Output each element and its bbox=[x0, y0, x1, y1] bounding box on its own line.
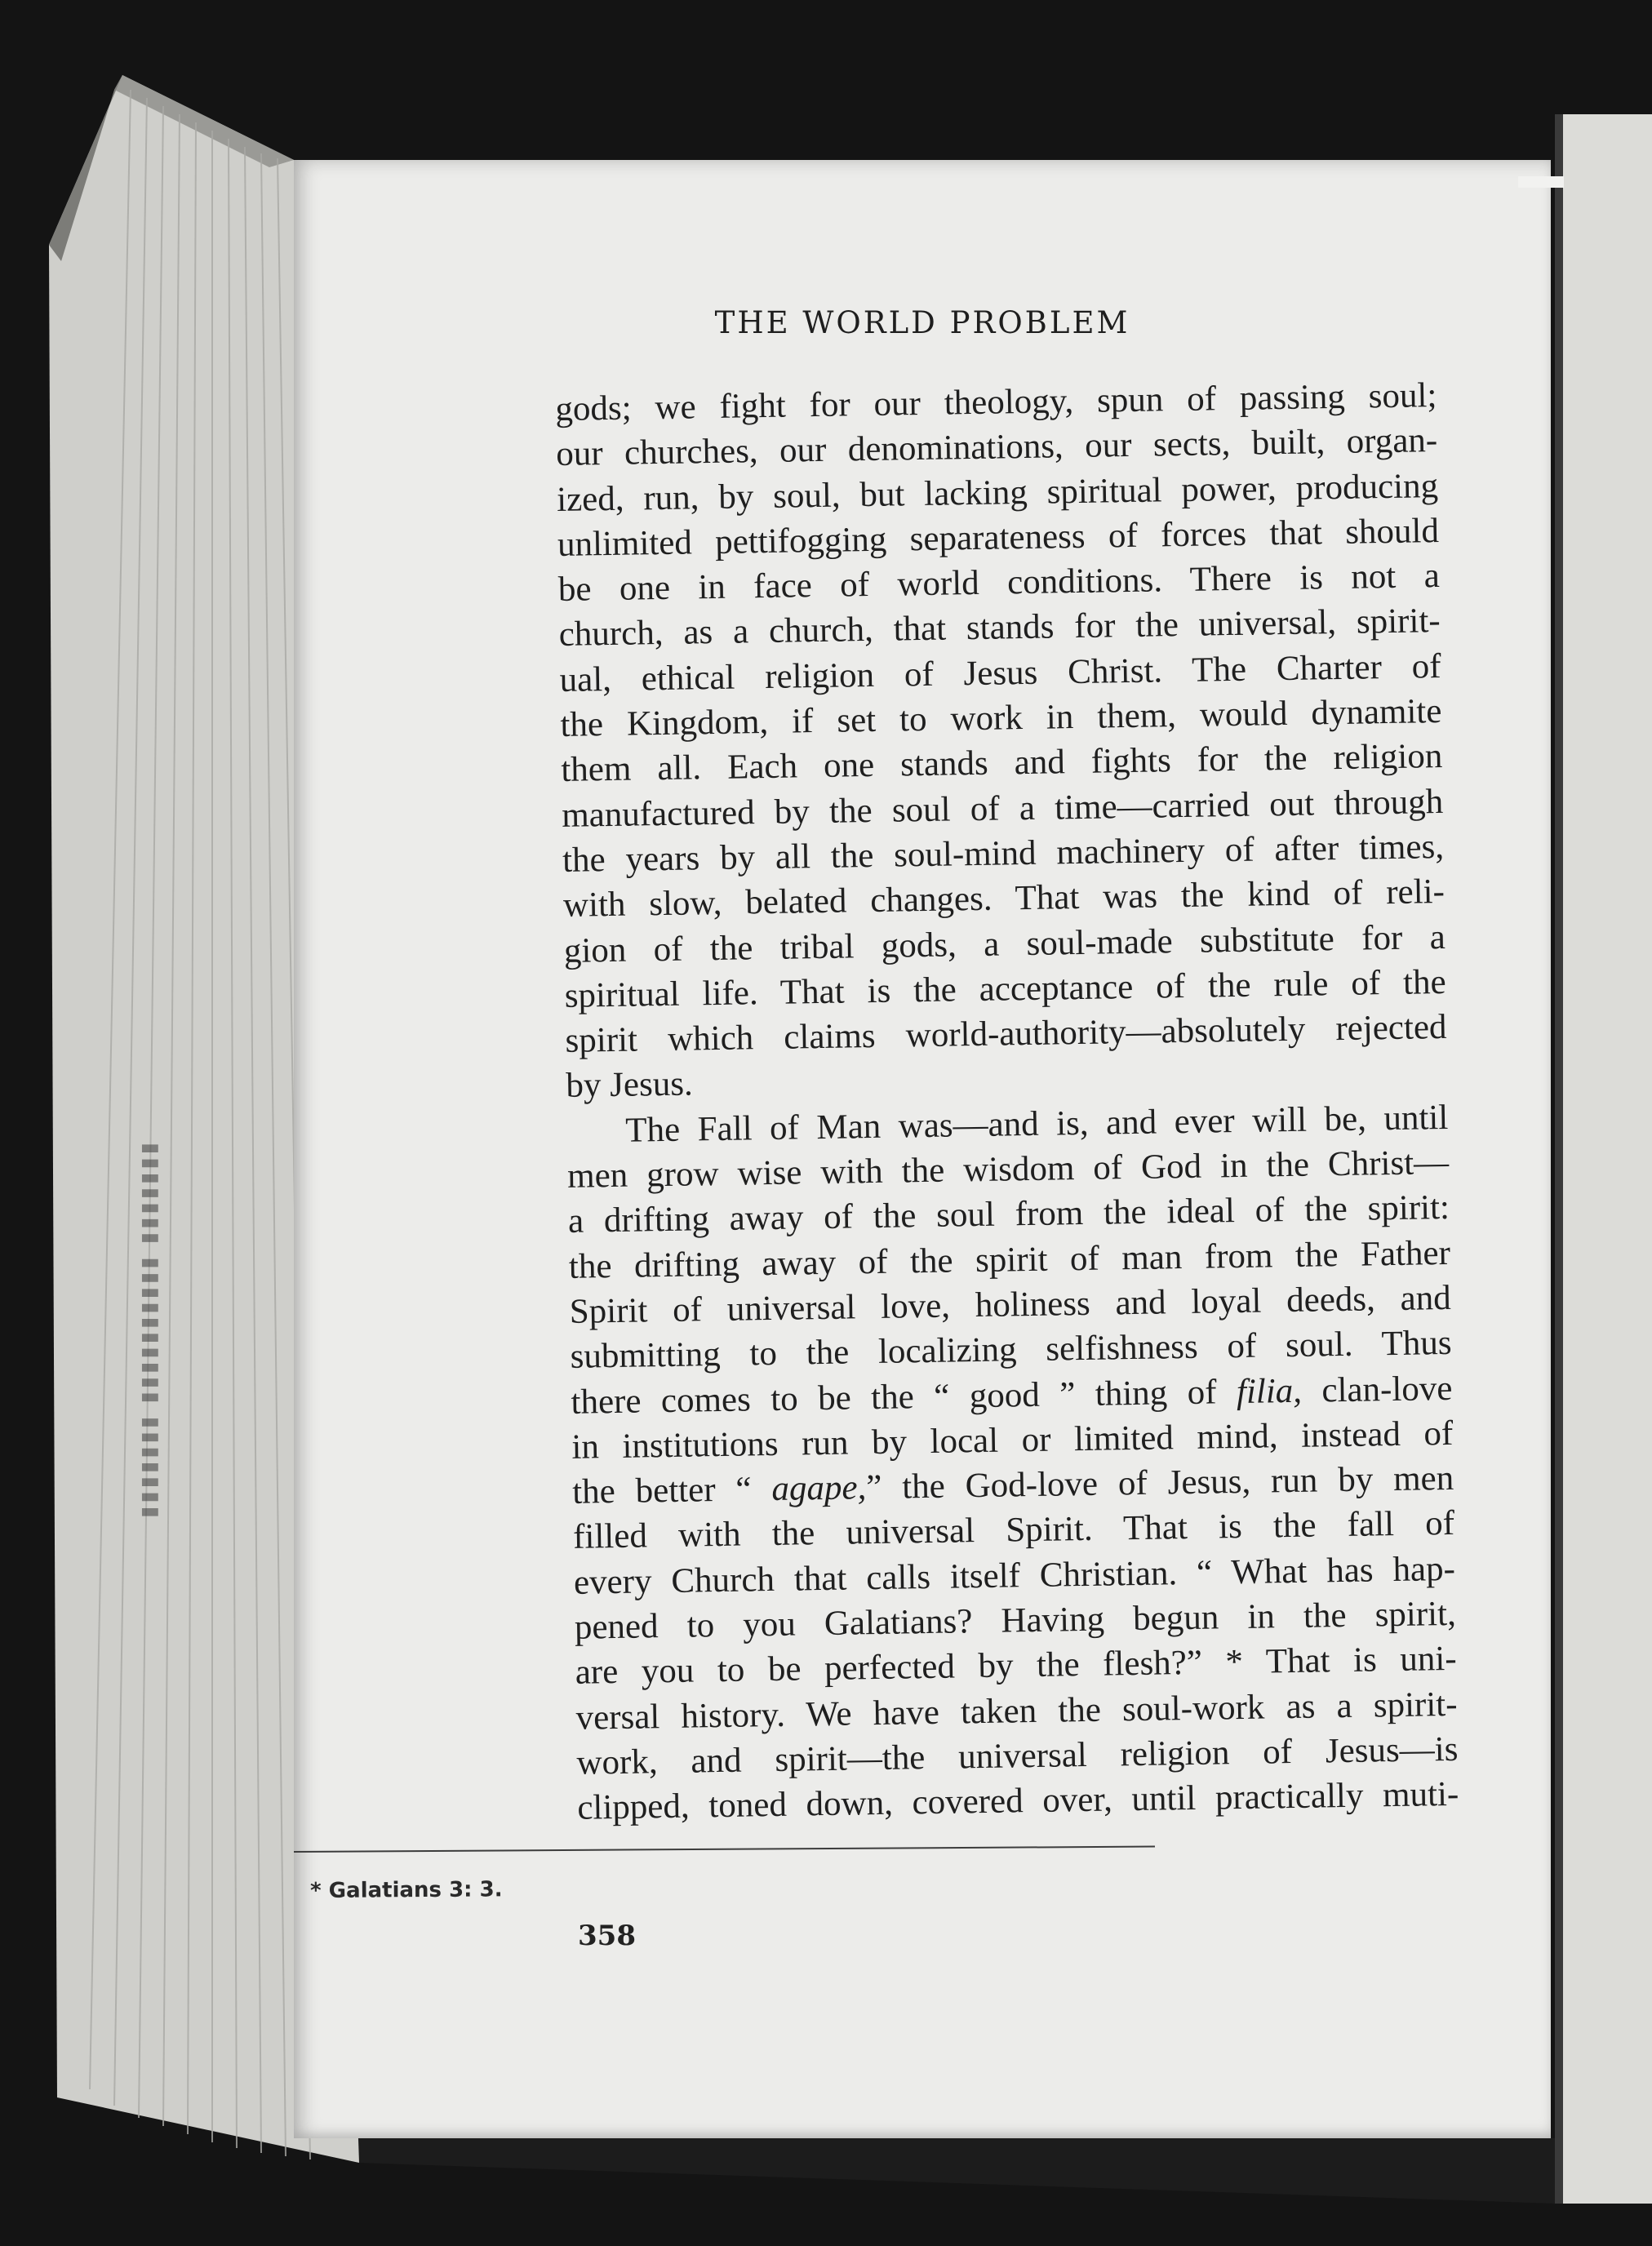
text-line: manufactured by the soul of a time—carried out through bbox=[561, 782, 1444, 835]
page-body-text bbox=[555, 373, 1459, 1831]
text-line: a drifting away of the soul from the ideal of the spirit: bbox=[567, 1188, 1450, 1241]
text-line: the Kingdom, if set to work in them, would dynamite bbox=[560, 692, 1442, 745]
text-line: the drifting away of the spirit of man from the Father bbox=[568, 1233, 1451, 1286]
text-line: gods; we fight for our theology, spun of passing soul; bbox=[555, 376, 1437, 428]
text-line: The Fall of Man was—and is, and ever will be, until bbox=[624, 1098, 1449, 1150]
text-line: there comes to be the “ good ” thing of filia, clan-love bbox=[571, 1369, 1453, 1422]
text-line: gion of the tribal gods, a soul-made substitute for a bbox=[563, 917, 1446, 970]
text-line: Spirit of universal love, holiness and loyal deeds, and bbox=[569, 1278, 1452, 1331]
text-line: filled with the universal Spirit. That is the fall of bbox=[572, 1504, 1455, 1557]
running-head: THE WORLD PROBLEM bbox=[714, 305, 1130, 340]
text-line: submitting to the localizing selfishness of soul. Thus bbox=[570, 1324, 1452, 1377]
text-line: with slow, belated changes. That was the kind of reli- bbox=[562, 872, 1446, 925]
text-line: our churches, our denominations, our sects, built, organ- bbox=[555, 421, 1438, 474]
facing-page-edge bbox=[1555, 114, 1652, 2204]
text-line: the better “ agape,” the God-love of Jesus, run by men bbox=[571, 1458, 1454, 1511]
page-tab-mark bbox=[1518, 176, 1564, 188]
text-line: pened to you Galatians? Having begun in the spirit, bbox=[574, 1594, 1457, 1647]
text-line: unlimited pettifogging separateness of forces that should bbox=[557, 511, 1440, 564]
text-line: the years by all the soul-mind machinery of after times, bbox=[562, 827, 1445, 880]
library-stamp-mark: ▮▮▮▮▮▮▮ ▮▮▮▮▮▮▮▮▮▮ ▮▮▮▮▮▮▮ bbox=[139, 1143, 163, 1521]
text-line: church, as a church, that stands for the universal, spirit- bbox=[558, 601, 1441, 655]
text-line: versal history. We have taken the soul-work as a spirit- bbox=[575, 1684, 1458, 1738]
page-number: 358 bbox=[578, 1920, 636, 1952]
text-line: ual, ethical religion of Jesus Christ. The Charter of bbox=[559, 646, 1441, 699]
text-line: be one in face of world conditions. There is not a bbox=[557, 557, 1441, 610]
text-line: clipped, toned down, covered over, until practically muti- bbox=[576, 1775, 1459, 1827]
text-line: spiritual life. That is the acceptance of the rule of the bbox=[564, 962, 1446, 1015]
text-line: every Church that calls itself Christian. “ What has hap- bbox=[573, 1549, 1456, 1602]
text-line: spirit which claims world-authority—absolutely rejected bbox=[565, 1008, 1447, 1061]
text-line: men grow wise with the wisdom of God in the Christ— bbox=[566, 1143, 1450, 1196]
text-line: by Jesus. bbox=[566, 1064, 694, 1106]
footnote: * Galatians 3: 3. bbox=[310, 1877, 503, 1903]
text-line: work, and spirit—the universal religion of Jesus—is bbox=[576, 1729, 1459, 1782]
book-page bbox=[294, 160, 1551, 2138]
text-line: ized, run, by soul, but lacking spiritual power, producing bbox=[556, 466, 1439, 519]
text-line: in institutions run by local or limited mind, instead of bbox=[571, 1414, 1454, 1467]
text-line: them all. Each one stands and fights for the religion bbox=[561, 737, 1443, 790]
text-line: are you to be perfected by the flesh?” * That is uni- bbox=[575, 1640, 1457, 1693]
